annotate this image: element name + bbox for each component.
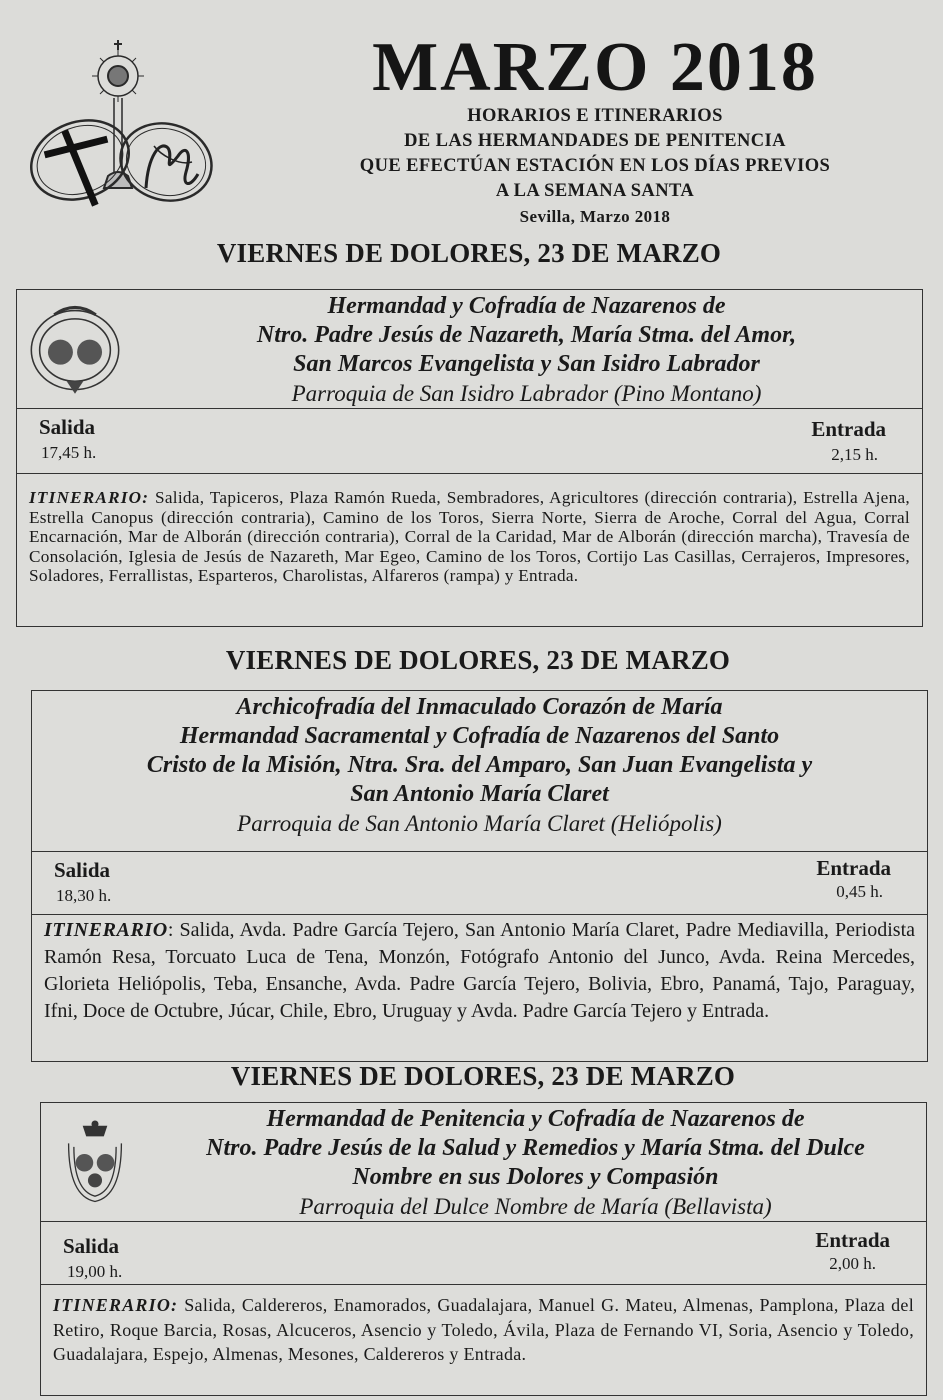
- itinerary-label: ITINERARIO:: [53, 1295, 179, 1315]
- brotherhood-name-line: Ntro. Padre Jesús de la Salud y Remedios y María Stma. del Dulce: [206, 1135, 865, 1161]
- parish-name: Parroquia de San Isidro Labrador (Pino Montano): [291, 381, 762, 406]
- entrada-label: Entrada: [811, 417, 886, 441]
- brotherhood-box: [31, 690, 928, 1062]
- brotherhood-name-line: Ntro. Padre Jesús de Nazareth, María Stma. del Amor,: [256, 322, 797, 348]
- entrada-time: 0,45 h.: [836, 882, 883, 901]
- itinerary-label: ITINERARIO: [44, 919, 168, 941]
- section-day-title: VIERNES DE DOLORES, 23 DE MARZO: [216, 238, 722, 268]
- brotherhood-name-line: Hermandad de Penitencia y Cofradía de Nazarenos de: [266, 1106, 805, 1132]
- salida-time: 19,00 h.: [67, 1262, 123, 1281]
- itinerary-text: [32, 915, 927, 1025]
- brotherhood-name-line: Archicofradía del Inmaculado Corazón de María: [236, 694, 723, 720]
- salida-label: Salida: [63, 1234, 120, 1258]
- subtitle-line: HORARIOS E ITINERARIOS: [467, 106, 723, 126]
- itinerary-label: ITINERARIO:: [29, 488, 150, 507]
- brotherhood-crest-icon: [23, 296, 127, 400]
- salida-label: Salida: [54, 858, 111, 882]
- salida-label: Salida: [39, 415, 96, 439]
- subtitle-line: QUE EFECTÚAN ESTACIÓN EN LOS DÍAS PREVIOS: [359, 156, 831, 176]
- date-line: Sevilla, Marzo 2018: [519, 207, 671, 226]
- subtitle-line: A LA SEMANA SANTA: [495, 181, 695, 201]
- brotherhood-name-line: Hermandad y Cofradía de Nazarenos de: [327, 293, 726, 319]
- brotherhood-box: [40, 1102, 927, 1396]
- entrada-label: Entrada: [816, 856, 891, 880]
- brotherhood-name-line: Cristo de la Misión, Ntra. Sra. del Amparo, San Juan Evangelista y: [146, 752, 813, 778]
- itinerary-body: Salida, Caldereros, Enamorados, Guadalajara, Manuel G. Mateu, Almenas, Pamplona, Plaza del Retiro, Roque Barcia, Rosas, Alcuceros, Asencio y Toledo, Ávila, Plaza de Fernando VI, Soria, Asencio y Toledo, Guadalajara, Espejo, Almenas, Mesones, Caldereros y Entrada.: [53, 1295, 914, 1364]
- itinerary-text: [41, 1285, 926, 1367]
- brotherhood-crest-icon: [51, 1111, 139, 1211]
- entrada-time: 2,00 h.: [829, 1254, 876, 1273]
- salida-time: 17,45 h.: [41, 443, 97, 462]
- parish-name: Parroquia de San Antonio María Claret (Heliópolis): [237, 811, 722, 836]
- itinerary-text: [17, 474, 922, 586]
- page-subtitle: [300, 104, 890, 229]
- page-title: MARZO 2018: [372, 29, 818, 106]
- itinerary-body: Salida, Tapiceros, Plaza Ramón Rueda, Sembradores, Agricultores (dirección contraria), Estrella Ajena, Estrella Canopus (dirección contraria), Camino de los Toros, Sierra Norte, Sierra de Aroche, Corral del Agua, Corral Encarnación, Mar de Alborán (dirección contraria), Corral de la Caridad, Mar de Alborán (dirección marcha), Travesía de Consolación, Iglesia de Jesús de Nazareth, Mar Egeo, Camino de los Toros, Cortijo Las Casillas, Cerrajeros, Impresores, Soladores, Ferrallistas, Esparteros, Charolistas, Alfareros (rampa) y Entrada.: [29, 488, 910, 586]
- entrada-label: Entrada: [815, 1228, 890, 1252]
- section-day-title: VIERNES DE DOLORES, 23 DE MARZO: [225, 645, 731, 675]
- salida-time: 18,30 h.: [56, 886, 112, 905]
- itinerary-body: : Salida, Avda. Padre García Tejero, San Antonio María Claret, Padre Mediavilla, Periodista Ramón Resa, Torcuato Luca de Tena, Monzón, Fotógrafo Antonio del Junco, Avda. Reina Mercedes, Glorieta Heliópolis, Teba, Ensanche, Avda. Padre García Tejero, Bolivia, Ebro, Panamá, Tajo, Paraguay, Ifni, Doce de Octubre, Júcar, Chile, Ebro, Uruguay y Avda. Padre García Tejero y Entrada.: [44, 919, 915, 1022]
- parish-name: Parroquia del Dulce Nombre de María (Bellavista): [299, 1194, 772, 1219]
- brotherhood-name-line: Hermandad Sacramental y Cofradía de Nazarenos del Santo: [179, 723, 780, 749]
- entrada-time: 2,15 h.: [831, 445, 878, 464]
- monstrance-emblem-icon: [28, 36, 214, 222]
- section-day-title: VIERNES DE DOLORES, 23 DE MARZO: [230, 1061, 736, 1091]
- subtitle-line: DE LAS HERMANDADES DE PENITENCIA: [404, 131, 786, 151]
- brotherhood-box: [16, 289, 923, 627]
- brotherhood-name-line: San Marcos Evangelista y San Isidro Labrador: [293, 351, 760, 377]
- brotherhood-name-line: Nombre en sus Dolores y Compasión: [352, 1164, 719, 1190]
- brotherhood-name-line: San Antonio María Claret: [350, 781, 609, 807]
